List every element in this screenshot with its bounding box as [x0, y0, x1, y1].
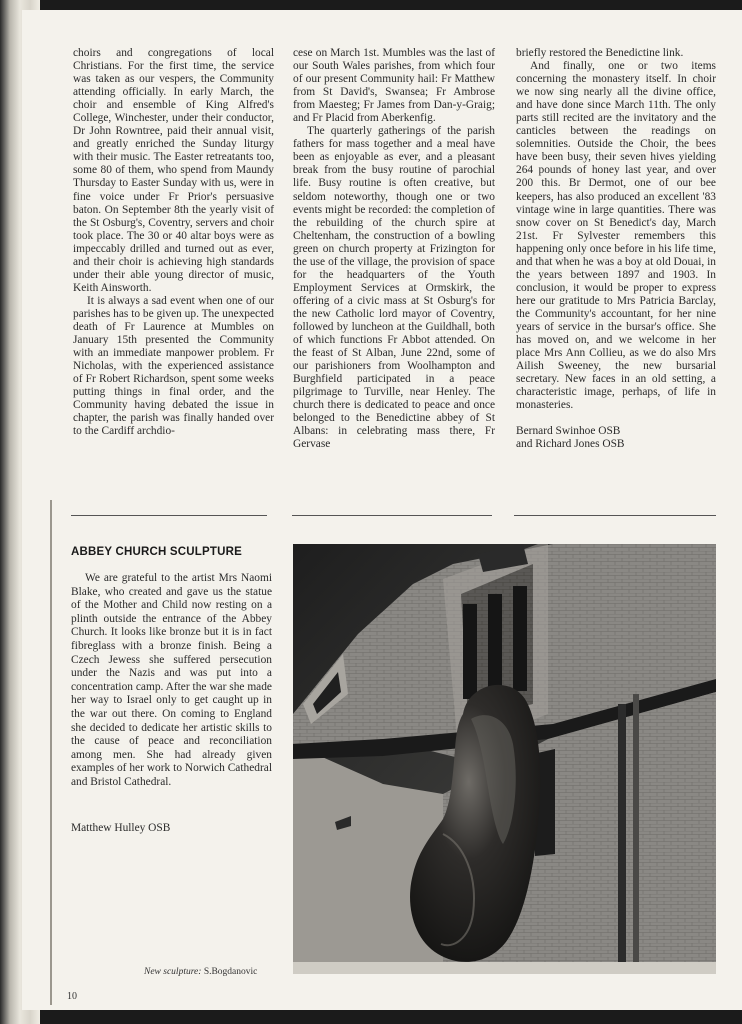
- caption-credit: S.Bogdanovic: [203, 967, 258, 977]
- author-byline: Matthew Hulley OSB: [71, 822, 171, 834]
- paragraph: briefly restored the Benedictine link.: [516, 47, 684, 59]
- section-heading: ABBEY CHURCH SCULPTURE: [71, 546, 242, 558]
- section-divider: [514, 515, 716, 516]
- article-column-3: [516, 47, 716, 451]
- sculpture-article-body: [71, 572, 272, 790]
- paragraph: It is always a sad event when one of our parishes has to be given up. The unexpected death of Fr Laurence at Mumbles on January 15th presented the Community with an immediate manpower problem. Fr Nicholas, with the experienced assistance of Fr Robert Richardson, spent some weeks putting things in final order, and the Community having debated the issue in chapter, the parish was finally handed over to the Cardiff archdio-: [73, 294, 274, 438]
- sculpture-photo: [293, 544, 716, 974]
- article-column-2: [293, 47, 495, 451]
- paragraph: The quarterly gatherings of the parish fathers for mass together and a meal have been as enjoyable as ever, and a pleasant break from the busy routine of parochial life. Busy routine is often creative, but seldom noteworthy, though one or two events might be recorded: the completion of the rebuilding of the church spire at Cheltenham, the construction of a bowling green on church property at Frizington for the use of the village, the provision of space for the headquarters of the Youth Employment Services at Ormskirk, the offering of a civic mass at St Osburg's for the new Catholic lord mayor of Coventry, followed by luncheon at the Guildhall, both of which functions Fr Abbot attended. On the feast of St Alban, June 22nd, some of our parishioners from Woolhampton and Burghfield participated in a peace pilgrimage to Turville, near Henley. The church there is dedicated to peace and once belonged to the Benedictine abbey of St Albans: in celebrating mass there, Fr Gervase: [293, 125, 495, 451]
- section-divider: [71, 515, 267, 516]
- article-column-1: [73, 47, 274, 438]
- signature-line: Bernard Swinhoe OSB: [516, 425, 621, 438]
- signature-line: and Richard Jones OSB: [516, 438, 625, 451]
- paragraph: We are grateful to the artist Mrs Naomi Blake, who created and gave us the statue of the Mother and Child now resting on a plinth outside the entrance of the Abbey Church. It looks like bronze but it is in fact fibreglass with a bronze finish. Being a Czech Jewess she suffered persecution under the Nazis and was put into a concentration camp. After the war she made her way to Israel only to get caught up in the war out there. On coming to England she decided to dedicate her artistic skills to the cause of peace and reconciliation among men. She had already given examples of her work to Norwich Cathedral and Bristol Cathedral.: [71, 572, 272, 788]
- photo-caption: [144, 967, 257, 977]
- page-number: 10: [67, 991, 77, 1002]
- section-divider: [292, 515, 492, 516]
- paragraph: cese on March 1st. Mumbles was the last of our South Wales parishes, from which four of our present Community hail: Fr Matthew from St David's, Swansea; Fr Ambrose from Maesteg; Fr James from Dan-y-Graig; and Fr Placid from Aberkenfig.: [293, 47, 495, 125]
- paragraph: And finally, one or two items concerning the monastery itself. In choir we now sing nearly all the divine office, and have done since March 11th. The only parts still recited are the invitatory and the canticles between the readings on solemnities. Outside the Choir, the bees have been busy, their seven hives yielding 264 pounds of honey last year, and over 200 this. Br Dermot, one of our bee keepers, has also produced an excellent '83 vintage wine in large quantities. There was snow cover on St Benedict's day, March 21st. Fr Sylvester remembers this happening only once before in his life time, and that when he was a boy at old Douai, in the years between 1897 and 1903. In conclusion, it would be proper to express here our gratitude to Mrs Patricia Barclay, the Community's accountant, for her nine years of service in the bursar's office. She has moved on, and we welcome in her place Mrs Ann Collieu, as we do also Mrs Ailish Sweeney, the new bursarial secretary. New faces in an old setting, a characteristic image, perhaps, of life in monasteries.: [516, 60, 716, 412]
- paragraph: choirs and congregations of local Christians. For the first time, the service was taken as our vespers, the Community attending officially. In early March, the choir and ensemble of King Alfred's College, Winchester, under their conductor, Dr John Rowntree, paid their annual visit, and greatly enriched the Sunday liturgy with their music. The Easter retreatants too, some 80 of them, who spend from Maundy Thursday to Easter Sunday with us, were in fine voice under Fr Prior's persuasive baton. On September 8th the yearly visit of the St Osburg's, Coventry, servers and choir took place. The 30 or 40 altar boys were as impeccably drilled and turned out as ever, and their choir is achieving high standards under their able young director of music, Keith Ainsworth.: [73, 47, 274, 294]
- inner-margin-line: [50, 500, 52, 1005]
- caption-lead: New sculpture:: [144, 967, 202, 977]
